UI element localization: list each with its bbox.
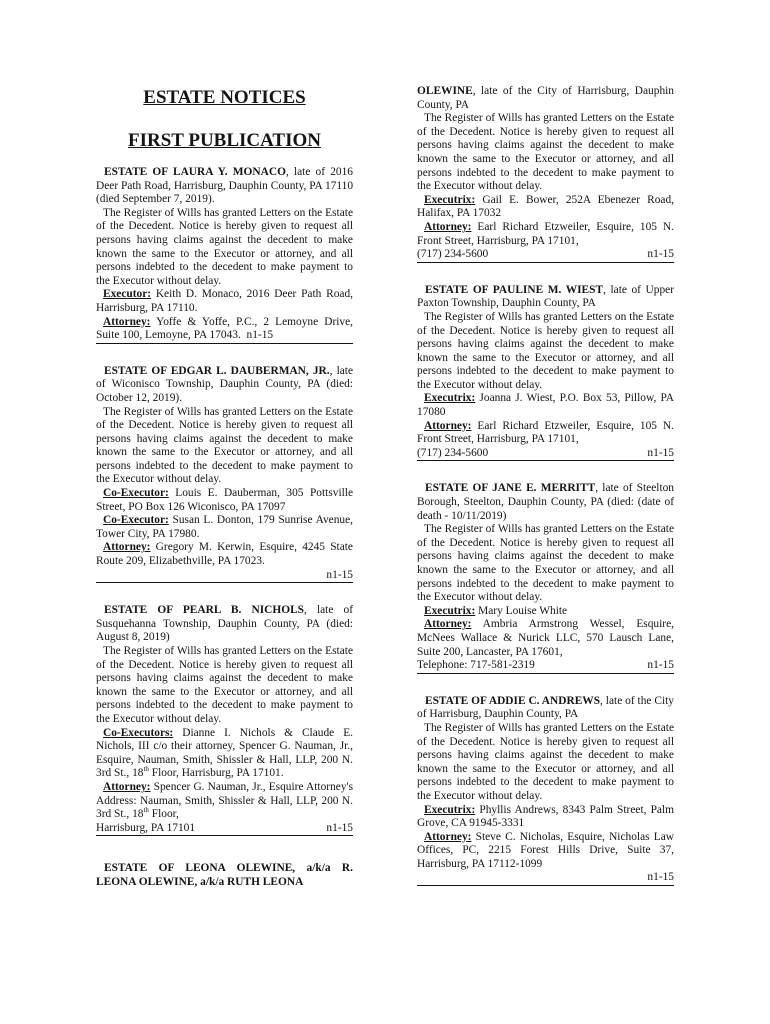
co-executors-line bbox=[96, 727, 353, 781]
publication-code: n1-15 bbox=[96, 569, 353, 584]
role-label: Executrix: bbox=[424, 803, 476, 816]
role-text: Susan L. Donton, 179 Sunrise Avenue, Tower City, PA 17980. bbox=[96, 514, 353, 540]
estate-description: , late of the City of Harrisburg, Dauphin County, PA bbox=[417, 694, 674, 721]
notice-heading bbox=[96, 604, 353, 645]
register-text: The Register of Wills has granted Letters on the Estate of the Decedent. Notice is hereby given to request all persons having claims against the decedent to make known the same to the Executor or attorney, and all persons indebted to the decedent to make payment to the Executor without delay. bbox=[417, 310, 674, 391]
notice-andrews bbox=[417, 695, 674, 886]
register-text: The Register of Wills has granted Letters on the Estate of the Decedent. Notice is hereby given to request all persons having claims against the decedent to make known the same to the Executor or attorney, and all persons indebted to the decedent to make payment to the Executor without delay. bbox=[417, 721, 674, 802]
notice-heading bbox=[417, 695, 674, 722]
notice-heading-continued bbox=[417, 85, 674, 112]
notice-dauberman bbox=[96, 365, 353, 584]
notice-heading bbox=[417, 284, 674, 311]
role-label: Attorney: bbox=[103, 541, 151, 554]
attorney-phone: (717) 234-5600 bbox=[417, 446, 489, 459]
register-text: The Register of Wills has granted Letters on the Estate of the Decedent. Notice is hereby given to request all persons having claims against the decedent to make known the same to the Executor or attorney, and all persons indebted to the decedent to make payment to the Executor without delay. bbox=[96, 206, 353, 287]
attorney-line bbox=[96, 781, 353, 822]
executrix-line bbox=[417, 194, 674, 221]
estate-name: ESTATE OF JANE E. MERRITT bbox=[425, 482, 596, 495]
signature-line bbox=[417, 659, 674, 674]
role-text-tail: Floor, bbox=[148, 808, 179, 821]
publication-code: n1-15 bbox=[417, 871, 674, 886]
role-text: Gail E. Bower, 252A Ebenezer Road, Halifax, PA 17032 bbox=[417, 193, 674, 220]
attorney-line bbox=[417, 221, 674, 248]
role-label: Co-Executors: bbox=[103, 726, 174, 739]
notice-heading bbox=[96, 862, 353, 889]
notice-heading bbox=[417, 482, 674, 523]
attorney-city: Harrisburg, PA 17101 bbox=[96, 821, 196, 834]
page-title: ESTATE NOTICES bbox=[143, 87, 306, 108]
publication-code: n1-15 bbox=[647, 659, 674, 672]
notice-monaco bbox=[96, 166, 353, 344]
estate-name: ESTATE OF PAULINE M. WIEST bbox=[425, 283, 604, 296]
role-text: Gregory M. Kerwin, Esquire, 4245 State Route 209, Elizabethville, PA 17023. bbox=[96, 541, 353, 568]
register-text: The Register of Wills has granted Letters on the Estate of the Decedent. Notice is hereby given to request all persons having claims against the decedent to make known the same to the Executor or attorney, and all persons indebted to the decedent to make payment to the Executor without delay. bbox=[417, 523, 674, 604]
estate-name: OLEWINE bbox=[417, 85, 473, 97]
role-label: Executrix: bbox=[424, 392, 476, 405]
role-text: Earl Richard Etzweiler, Esquire, 105 N. Front Street, Harrisburg, PA 17101, bbox=[417, 220, 674, 247]
co-executor-line bbox=[96, 487, 353, 514]
notice-heading bbox=[96, 365, 353, 406]
publication-code: n1-15 bbox=[647, 248, 674, 261]
publication-code: n1-15 bbox=[647, 446, 674, 459]
estate-description: , late of Susquehanna Township, Dauphin County, PA (died: August 8, 2019) bbox=[96, 604, 353, 644]
attorney-phone: Telephone: 717-581-2319 bbox=[417, 659, 535, 672]
role-label: Co-Executor: bbox=[103, 487, 169, 500]
role-text: Joanna J. Wiest, P.O. Box 53, Pillow, PA 17080 bbox=[417, 392, 674, 419]
ordinal-suffix: th bbox=[143, 806, 149, 815]
role-label: Attorney: bbox=[103, 315, 151, 328]
role-label: Executor: bbox=[103, 288, 152, 301]
role-text: Keith D. Monaco, 2016 Deer Path Road, Harrisburg, PA 17110. bbox=[96, 288, 353, 314]
signature-line bbox=[417, 248, 674, 263]
attorney-line bbox=[96, 541, 353, 568]
notice-heading bbox=[96, 166, 353, 207]
estate-name: ESTATE OF EDGAR L. DAUBERMAN, JR. bbox=[104, 364, 330, 377]
publication-code: n1-15 bbox=[246, 329, 274, 342]
register-text: The Register of Wills has granted Letters on the Estate of the Decedent. Notice is hereby given to request all persons having claims against the decedent to make known the same to the Executor or attorney, and all persons indebted to the decedent to make payment to the Executor without delay. bbox=[417, 112, 674, 193]
role-label: Attorney: bbox=[424, 419, 472, 432]
register-text: The Register of Wills has granted Letters on the Estate of the Decedent. Notice is hereby given to request all persons having claims against the decedent to make known the same to the Executor or attorney, and all persons indebted to the decedent to make payment to the Executor without delay. bbox=[96, 405, 353, 486]
role-text: Yoffe & Yoffe, P.C., 2 Lemoyne Drive, Suite 100, Lemoyne, PA 17043. bbox=[96, 315, 353, 342]
ordinal-suffix: th bbox=[143, 765, 149, 774]
estate-description: , late of Upper Paxton Township, Dauphin County, PA bbox=[417, 283, 674, 310]
attorney-line bbox=[417, 831, 674, 872]
publication-code: n1-15 bbox=[326, 821, 353, 834]
role-text: Mary Louise White bbox=[475, 604, 568, 617]
notice-wiest bbox=[417, 284, 674, 462]
role-text: Dianne I. Nichols & Claude E. Nichols, III c/o their attorney, Spencer G. Nauman, Jr., Esquire, Nauman, Smith, Shissler & Hall, LLP, 200 N. 3rd St., 18 bbox=[96, 726, 353, 780]
role-label: Executrix: bbox=[424, 193, 476, 206]
page-subtitle: FIRST PUBLICATION bbox=[127, 130, 322, 151]
estate-name: ESTATE OF PEARL B. NICHOLS bbox=[104, 604, 305, 617]
notice-olewine bbox=[417, 85, 674, 263]
notice-merritt bbox=[417, 482, 674, 673]
estate-description: , late of the City of Harrisburg, Dauphin County, PA bbox=[417, 85, 674, 111]
role-text: Earl Richard Etzweiler, Esquire, 105 N. Front Street, Harrisburg, PA 17101, bbox=[417, 419, 674, 446]
executor-line bbox=[96, 288, 353, 315]
attorney-line bbox=[417, 618, 674, 659]
register-text: The Register of Wills has granted Letters on the Estate of the Decedent. Notice is hereby given to request all persons having claims against the decedent to make known the same to the Executor or attorney, and all persons indebted to the decedent to make payment to the Executor without delay. bbox=[96, 645, 353, 725]
role-label: Attorney: bbox=[424, 830, 472, 843]
estate-description: , late of Steelton Borough, Steelton, Dauphin County, PA (died: (date of death - 10/11/2019) bbox=[417, 482, 674, 522]
executrix-line bbox=[417, 605, 674, 619]
role-text: Spencer G. Nauman, Jr., Esquire Attorney's Address: Nauman, Smith, Shissler & Hall, LLP, 200 N. 3rd St., 18 bbox=[96, 780, 353, 821]
role-text: Louis E. Dauberman, 305 Pottsville Street, PO Box 126 Wiconisco, PA 17097 bbox=[96, 487, 353, 513]
left-column bbox=[96, 0, 353, 911]
role-text: Phyllis Andrews, 8343 Palm Street, Palm Grove, CA 91945-3331 bbox=[417, 803, 674, 830]
notice-olewine-start bbox=[96, 862, 353, 889]
attorney-line bbox=[96, 316, 353, 344]
role-label: Attorney: bbox=[103, 780, 151, 793]
estate-name: ESTATE OF ADDIE C. ANDREWS bbox=[425, 694, 601, 707]
executrix-line bbox=[417, 392, 674, 419]
role-label: Attorney: bbox=[424, 618, 472, 631]
executrix-line bbox=[417, 804, 674, 831]
signature-line bbox=[417, 447, 674, 462]
role-text: Ambria Armstrong Wessel, Esquire, McNees Wallace & Nurick LLC, 570 Lausch Lane, Suite 200, Lancaster, PA 17601, bbox=[417, 618, 674, 658]
role-text-tail: Floor, Harrisburg, PA 17101. bbox=[148, 767, 284, 780]
attorney-phone: (717) 234-5600 bbox=[417, 248, 489, 261]
estate-name: ESTATE OF LAURA Y. MONACO bbox=[104, 166, 286, 178]
role-text: Steve C. Nicholas, Esquire, Nicholas Law Offices, PC, 2215 Forest Hills Drive, Suite 37, Harrisburg, PA 17112-1099 bbox=[417, 830, 674, 870]
signature-line bbox=[96, 822, 353, 837]
role-label: Executrix: bbox=[424, 604, 476, 617]
co-executor-line bbox=[96, 514, 353, 541]
role-label: Co-Executor: bbox=[103, 514, 169, 527]
right-column bbox=[417, 85, 674, 907]
estate-description: , late of 2016 Deer Path Road, Harrisburg, Dauphin County, PA 17110 (died September 7, 2019). bbox=[96, 166, 354, 206]
notice-nichols bbox=[96, 604, 353, 836]
attorney-line bbox=[417, 420, 674, 447]
estate-description: , late of Wiconisco Township, Dauphin County, PA (died: October 12, 2019). bbox=[96, 364, 354, 404]
estate-name: ESTATE OF LEONA OLEWINE, a/k/a R. LEONA OLEWINE, a/k/a RUTH LEONA bbox=[96, 862, 353, 888]
role-label: Attorney: bbox=[424, 220, 472, 233]
